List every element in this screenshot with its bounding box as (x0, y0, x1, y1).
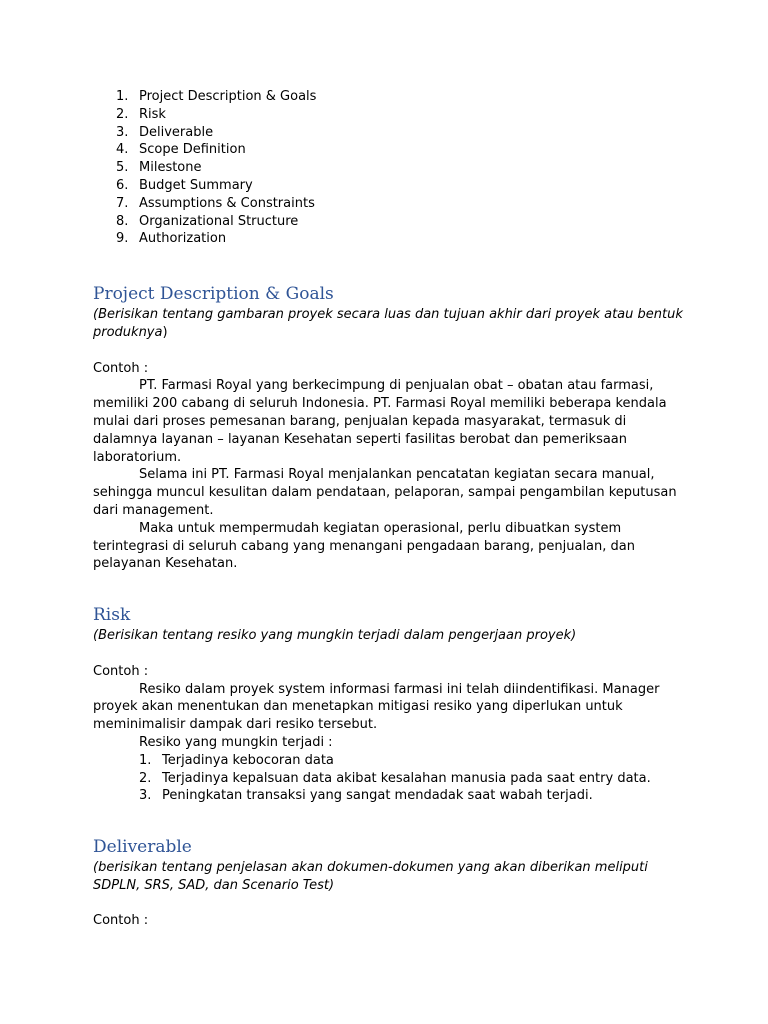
list-text: Project Description & Goals (139, 89, 317, 104)
section-project-description (93, 282, 683, 573)
spacer (93, 248, 683, 282)
list-number: 7. (116, 195, 129, 211)
list-text: Scope Definition (139, 142, 246, 158)
paragraph: Selama ini PT. Farmasi Royal menjalankan pencatatan kegiatan secara manual, sehingga muncul kesulitan dalam pendataan, pelaporan, sampai pengambilan keputusan dari management. (93, 467, 677, 518)
list-number: 8. (116, 213, 129, 229)
section-heading: Risk (93, 605, 131, 626)
section-heading: Project Description & Goals (93, 284, 334, 305)
list-text: Peningkatan transaksi yang sangat mendadak saat wabah terjadi. (162, 788, 593, 804)
list-item (139, 770, 683, 788)
spacer (93, 342, 683, 360)
paragraph: Maka untuk mempermudah kegiatan operasional, perlu dibuatkan system terintegrasi di seluruh cabang yang menangani pengadaan barang, penjualan, dan pelayanan Kesehatan. (93, 520, 635, 572)
list-item (139, 752, 683, 770)
list-item (116, 230, 683, 248)
list-number: 9. (116, 231, 129, 247)
section-note (93, 306, 683, 342)
section-deliverable (93, 835, 683, 930)
list-item (116, 106, 683, 124)
list-text: Risk (139, 106, 166, 122)
paragraph: Resiko dalam proyek system informasi farmasi ini telah diindentifikasi. Manager proyek akan menentukan dan menetapkan mitigasi resiko yang diperlukan untuk meminimalisir dampak dari resiko tersebut. (93, 681, 660, 733)
spacer (93, 573, 683, 603)
list-number: 6. (116, 177, 129, 193)
list-item (139, 787, 683, 805)
table-of-contents (116, 88, 683, 248)
section-note: (berisikan tentang penjelasan akan dokumen-dokumen yang akan diberikan meliputi SDPLN, SRS, SAD, dan Scenario Test) (93, 860, 648, 893)
list-text: Authorization (139, 231, 227, 247)
list-item (116, 124, 683, 142)
example-label: Contoh : (93, 360, 149, 376)
list-text: Milestone (139, 160, 202, 176)
list-item (116, 159, 683, 177)
section-risk (93, 603, 683, 805)
list-text: Assumptions & Constraints (139, 195, 315, 211)
list-text: Terjadinya kepalsuan data akibat kesalahan manusia pada saat entry data. (162, 770, 651, 786)
section-heading: Deliverable (93, 837, 192, 858)
document-content (93, 88, 683, 930)
list-number: 3. (116, 124, 129, 140)
spacer (93, 805, 683, 835)
list-number: 2. (139, 770, 152, 786)
list-number: 1. (116, 89, 129, 104)
list-number: 4. (116, 142, 129, 158)
example-label: Contoh : (93, 663, 149, 679)
list-item (116, 177, 683, 195)
list-text: Organizational Structure (139, 213, 299, 229)
paragraph: PT. Farmasi Royal yang berkecimpung di penjualan obat – obatan atau farmasi, memiliki 200 cabang di seluruh Indonesia. PT. Farmasi Royal memiliki beberapa kendala mulai dari proses pemesanan barang, penjualan kepada masyarakat, termasuk di dalamnya layanan – layanan Kesehatan seperti fasilitas berobat dan pemeriksaan laboratorium. (93, 378, 667, 465)
list-text: Deliverable (139, 124, 214, 140)
list-intro: Resiko yang mungkin terjadi : (139, 734, 333, 750)
list-number: 3. (139, 788, 152, 804)
note-text: (Berisikan tentang gambaran proyek secara luas dan tujuan akhir dari proyek atau bentuk produknya (93, 307, 683, 340)
list-number: 2. (116, 106, 129, 122)
list-item (116, 141, 683, 159)
list-item (116, 213, 683, 231)
list-text: Budget Summary (139, 177, 253, 193)
note-close: ) (162, 324, 168, 340)
list-item (116, 88, 683, 106)
spacer (93, 895, 683, 913)
list-text: Terjadinya kebocoran data (162, 752, 334, 768)
list-number: 5. (116, 160, 129, 176)
example-label: Contoh : (93, 913, 149, 929)
risk-list (139, 752, 683, 805)
list-number: 1. (139, 752, 152, 768)
list-item (116, 195, 683, 213)
section-note: (Berisikan tentang resiko yang mungkin terjadi dalam pengerjaan proyek) (93, 628, 577, 644)
spacer (93, 645, 683, 663)
